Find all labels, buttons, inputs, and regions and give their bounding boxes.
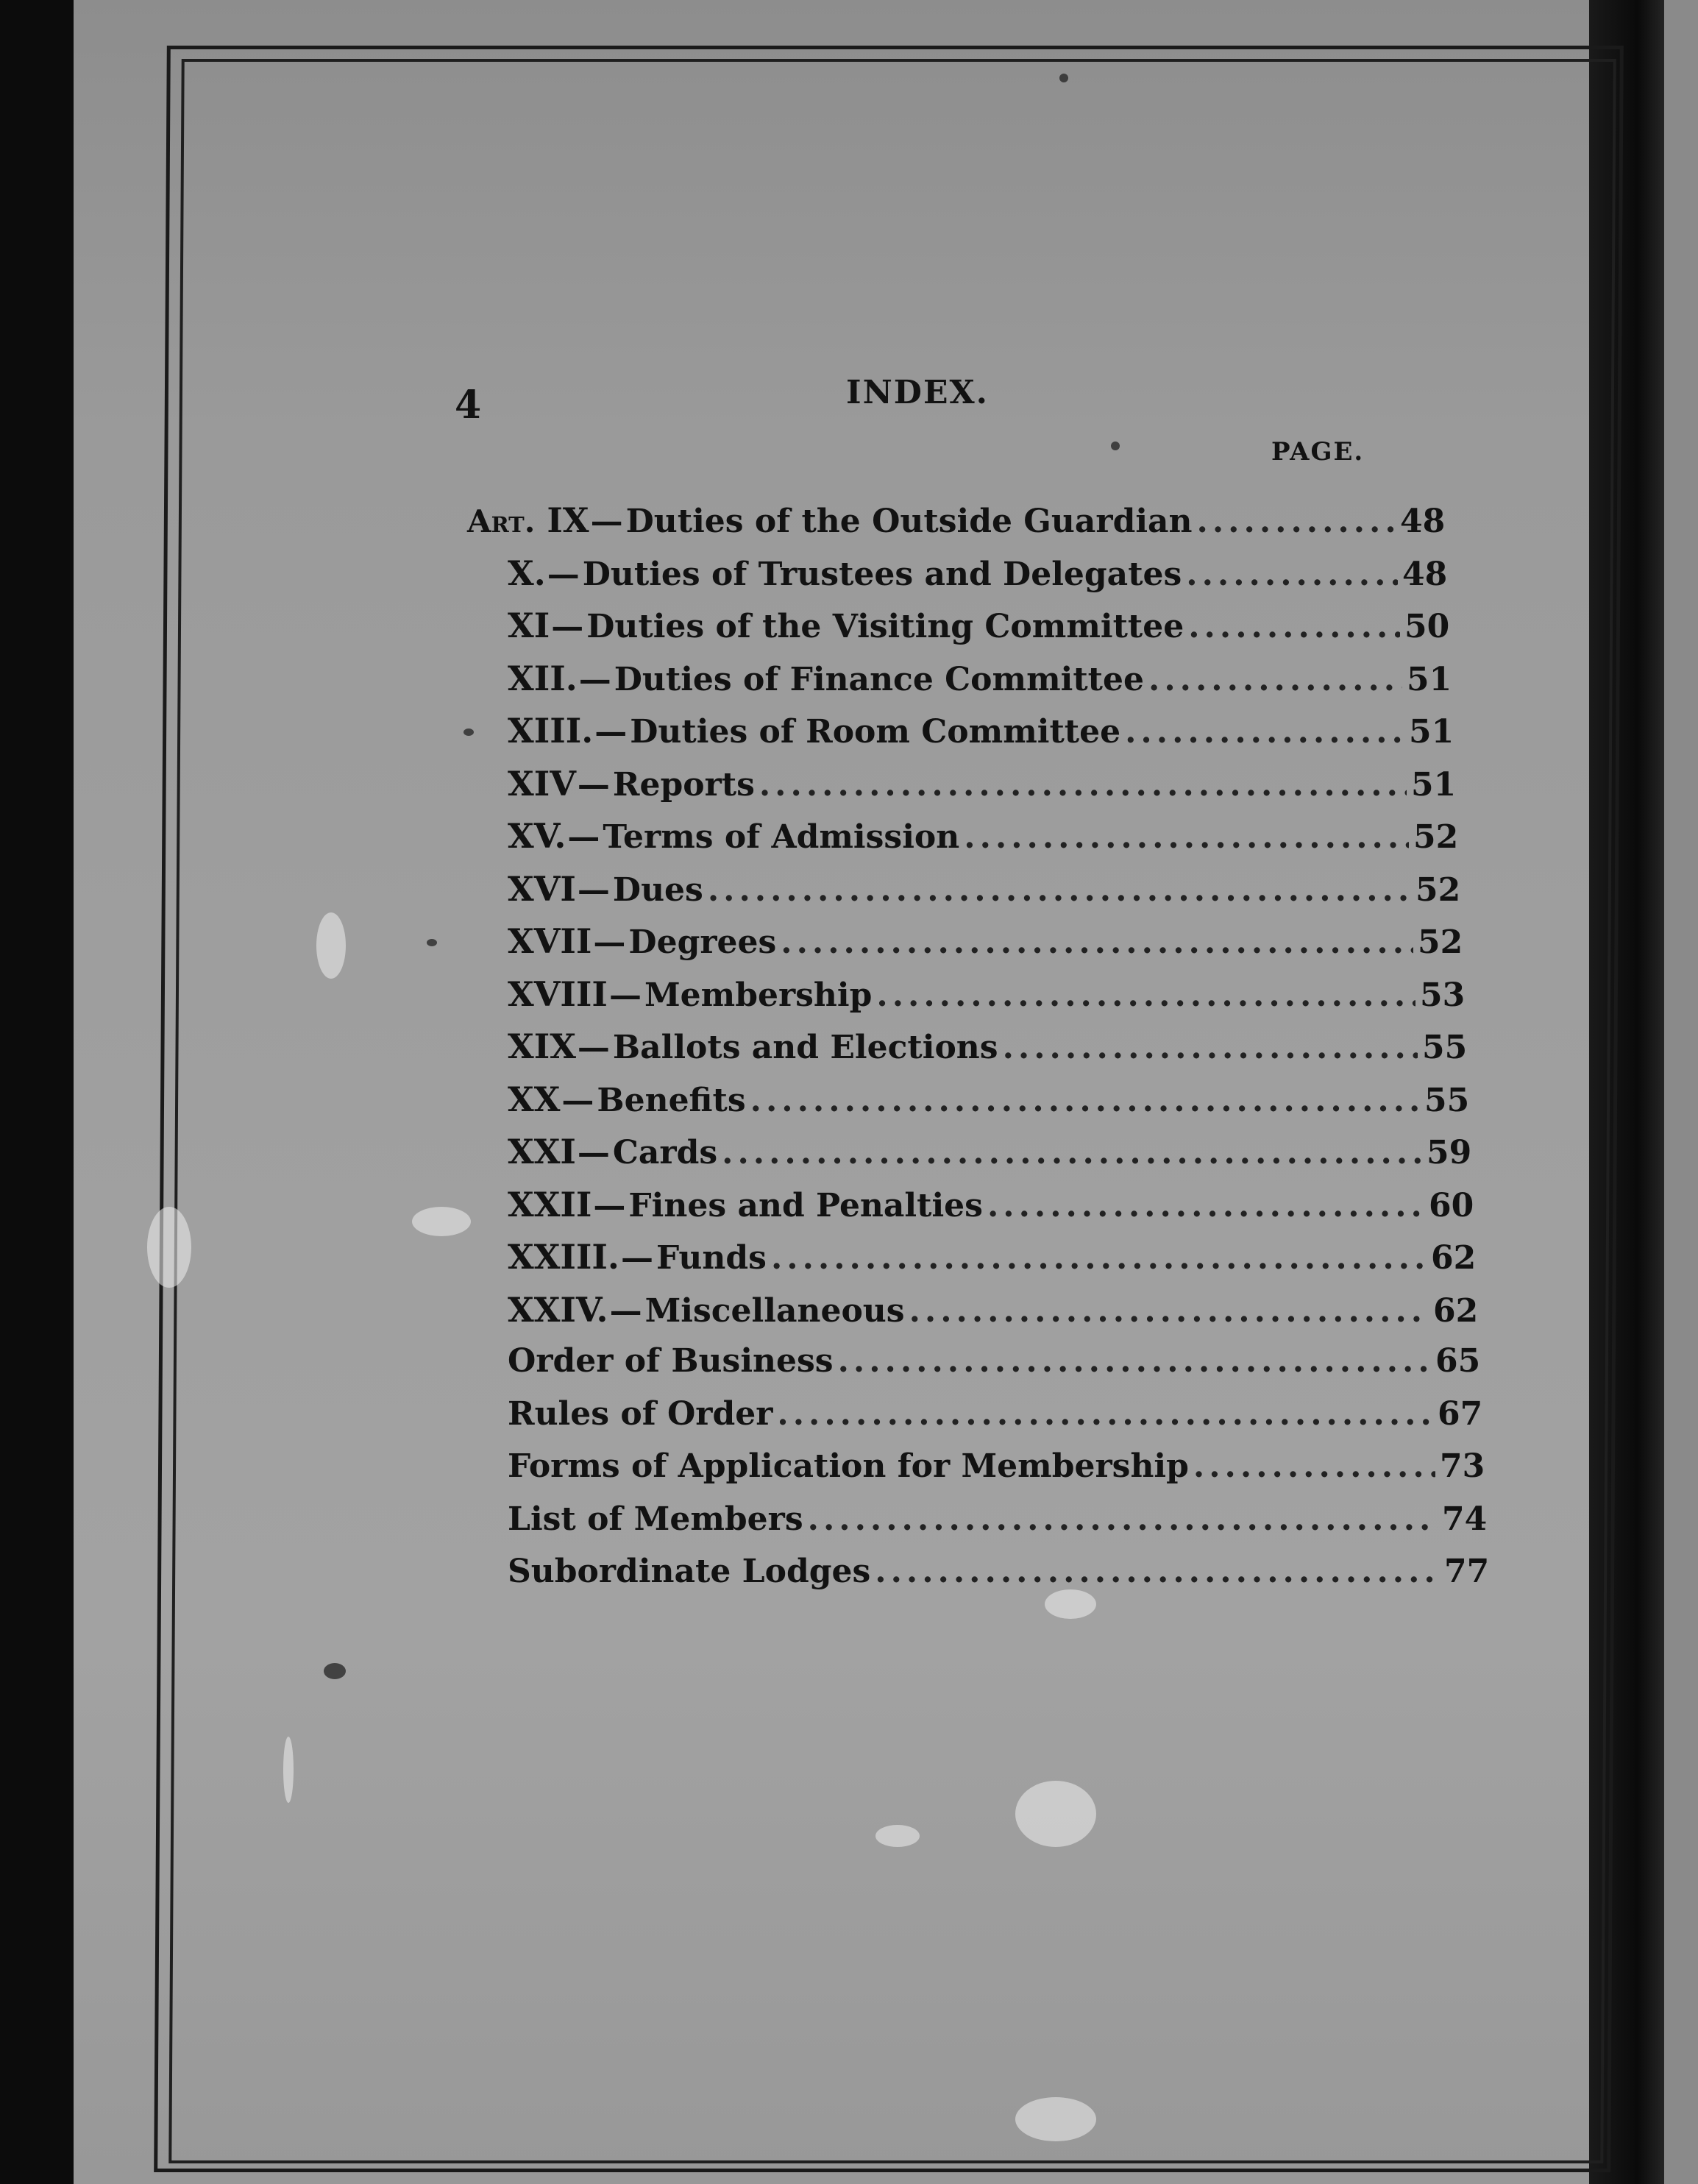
- dot-leader: [964, 818, 1409, 856]
- entry-title: Degrees: [628, 923, 777, 961]
- paper-wear-mark: [1015, 1781, 1096, 1847]
- article-numeral: XXII: [508, 1184, 592, 1224]
- article-numeral: XIII.: [508, 711, 594, 751]
- entry-title: Rules of Order: [508, 1394, 773, 1433]
- dot-leader: [722, 1134, 1422, 1171]
- article-numeral: XI: [508, 606, 550, 645]
- article-numeral: XVII: [508, 921, 592, 961]
- entry-page-number: 51: [1409, 713, 1454, 751]
- entry-title: Reports: [612, 765, 755, 804]
- dot-leader: [1003, 1029, 1418, 1066]
- index-entry: [508, 658, 1452, 698]
- entry-title: Membership: [644, 976, 873, 1014]
- article-numeral: XXI: [508, 1132, 576, 1171]
- entry-title: Subordinate Lodges: [508, 1553, 871, 1590]
- index-entry: [508, 1132, 1472, 1171]
- paper-wear-mark: [147, 1207, 191, 1288]
- entry-title: Miscellaneous: [644, 1291, 905, 1330]
- entry-dash: —: [577, 765, 610, 804]
- dot-leader: [708, 871, 1411, 909]
- article-numeral: X.: [508, 553, 546, 593]
- dot-leader: [759, 766, 1407, 804]
- dot-leader: [1193, 1447, 1435, 1485]
- entry-page-number: 51: [1407, 660, 1452, 698]
- index-entry: [508, 816, 1459, 856]
- entry-page-number: 53: [1420, 976, 1466, 1014]
- article-numeral: XXIII.: [508, 1237, 619, 1277]
- article-numeral: XVIII: [508, 974, 608, 1014]
- entry-dash: —: [593, 1186, 626, 1224]
- entry-page-number: 77: [1444, 1553, 1490, 1590]
- entry-title: Benefits: [597, 1081, 746, 1119]
- index-entry: [467, 500, 1446, 540]
- entry-title: Dues: [612, 871, 703, 909]
- entry-page-number: 65: [1435, 1342, 1481, 1380]
- entry-page-number: 48: [1400, 503, 1446, 540]
- index-entry: [508, 1237, 1477, 1277]
- dot-leader: [909, 1292, 1429, 1330]
- entry-dash: —: [561, 1081, 594, 1119]
- paper-wear-mark: [1015, 2097, 1096, 2141]
- entry-page-number: 52: [1418, 923, 1463, 961]
- index-entry: [508, 1394, 1483, 1433]
- dot-leader: [838, 1342, 1431, 1380]
- entry-dash: —: [578, 660, 611, 698]
- entry-page-number: 52: [1415, 871, 1461, 909]
- article-numeral: XIX: [508, 1027, 576, 1066]
- entry-dash: —: [577, 871, 610, 909]
- page-number: 4: [455, 383, 482, 428]
- article-numeral: XXIV.: [508, 1289, 608, 1330]
- dot-leader: [771, 1239, 1427, 1277]
- entry-title: Duties of Room Committee: [630, 713, 1121, 751]
- index-entry: [508, 1500, 1488, 1538]
- paper-ink-speck: [1111, 442, 1120, 450]
- article-numeral: XII.: [508, 658, 578, 698]
- index-entry: [508, 1184, 1474, 1224]
- index-entry: [508, 974, 1466, 1014]
- entry-page-number: 51: [1411, 765, 1457, 804]
- entry-page-number: 48: [1402, 555, 1448, 593]
- index-entry: [508, 763, 1457, 804]
- index-entry: [508, 711, 1454, 751]
- paper-ink-speck: [1059, 74, 1068, 82]
- index-entry: [508, 1027, 1468, 1066]
- entry-title: Duties of Finance Committee: [614, 660, 1144, 698]
- entry-title: Duties of the Visiting Committee: [586, 608, 1184, 645]
- paper-ink-speck: [463, 728, 474, 736]
- entry-page-number: 55: [1424, 1081, 1470, 1119]
- paper-wear-mark: [283, 1737, 294, 1803]
- entry-dash: —: [551, 608, 584, 645]
- entry-dash: —: [547, 555, 580, 593]
- dot-leader: [876, 976, 1415, 1014]
- dot-leader: [777, 1395, 1433, 1433]
- entry-page-number: 50: [1404, 608, 1450, 645]
- entry-page-number: 62: [1433, 1291, 1479, 1330]
- entry-title: Order of Business: [508, 1342, 834, 1380]
- dot-leader: [1188, 608, 1400, 645]
- entry-dash: —: [593, 923, 626, 961]
- entry-title: Terms of Admission: [603, 818, 960, 856]
- entry-dash: —: [620, 1239, 653, 1277]
- entry-dash: —: [577, 1029, 610, 1066]
- dot-leader: [1125, 713, 1404, 751]
- index-entry: [508, 1553, 1490, 1590]
- index-entry: [508, 553, 1448, 593]
- paper-ink-speck: [324, 1663, 346, 1679]
- dot-leader: [987, 1187, 1424, 1224]
- paper-wear-mark: [316, 912, 346, 979]
- entry-title: Funds: [656, 1239, 767, 1277]
- entry-dash: —: [567, 818, 600, 856]
- index-entry: [508, 1447, 1485, 1485]
- paper-wear-mark: [875, 1825, 920, 1847]
- paper-ink-speck: [427, 939, 437, 946]
- entry-page-number: 52: [1413, 818, 1459, 856]
- entry-title: Forms of Application for Membership: [508, 1447, 1189, 1485]
- entry-title: List of Members: [508, 1500, 803, 1538]
- article-prefix: Art.: [467, 503, 536, 539]
- entry-page-number: 67: [1438, 1394, 1483, 1433]
- entry-page-number: 62: [1431, 1239, 1477, 1277]
- entry-page-number: 60: [1429, 1186, 1474, 1224]
- index-entry: [508, 921, 1463, 961]
- entry-title: Cards: [612, 1134, 718, 1171]
- dot-leader: [781, 923, 1413, 961]
- entry-page-number: 74: [1442, 1500, 1488, 1538]
- index-entry: [508, 606, 1450, 645]
- dot-leader: [875, 1553, 1440, 1590]
- page-title: INDEX.: [846, 374, 989, 411]
- dot-leader: [1148, 661, 1402, 698]
- article-numeral: XX: [508, 1079, 561, 1119]
- entry-page-number: 59: [1427, 1134, 1472, 1171]
- article-numeral: XV.: [508, 816, 566, 856]
- article-numeral: XVI: [508, 868, 576, 909]
- article-numeral: XIV: [508, 763, 576, 804]
- facing-page-edge: [1664, 0, 1698, 2184]
- entry-title: Fines and Penalties: [628, 1186, 983, 1224]
- dot-leader: [750, 1082, 1420, 1119]
- entry-dash: —: [594, 713, 628, 751]
- entry-dash: —: [609, 1291, 642, 1330]
- index-entry: [508, 1079, 1470, 1119]
- paper-wear-mark: [412, 1207, 471, 1236]
- index-entry: [508, 1289, 1479, 1330]
- entry-title: Duties of Trustees and Delegates: [582, 555, 1182, 593]
- article-numeral: IX: [547, 500, 589, 540]
- index-entry: [508, 868, 1461, 909]
- entry-page-number: 73: [1440, 1447, 1485, 1485]
- scan-left-margin: [0, 0, 81, 2184]
- dot-leader: [1186, 556, 1398, 593]
- page-column-header: PAGE.: [1271, 437, 1365, 467]
- entry-title: Duties of the Outside Guardian: [625, 503, 1193, 540]
- entry-dash: —: [608, 976, 642, 1014]
- entry-dash: —: [590, 503, 623, 540]
- dot-leader: [1197, 503, 1396, 540]
- entry-page-number: 55: [1422, 1029, 1468, 1066]
- index-entry: [508, 1342, 1481, 1380]
- entry-dash: —: [577, 1134, 610, 1171]
- dot-leader: [808, 1500, 1438, 1538]
- paper-wear-mark: [1045, 1589, 1096, 1619]
- entry-title: Ballots and Elections: [612, 1029, 998, 1066]
